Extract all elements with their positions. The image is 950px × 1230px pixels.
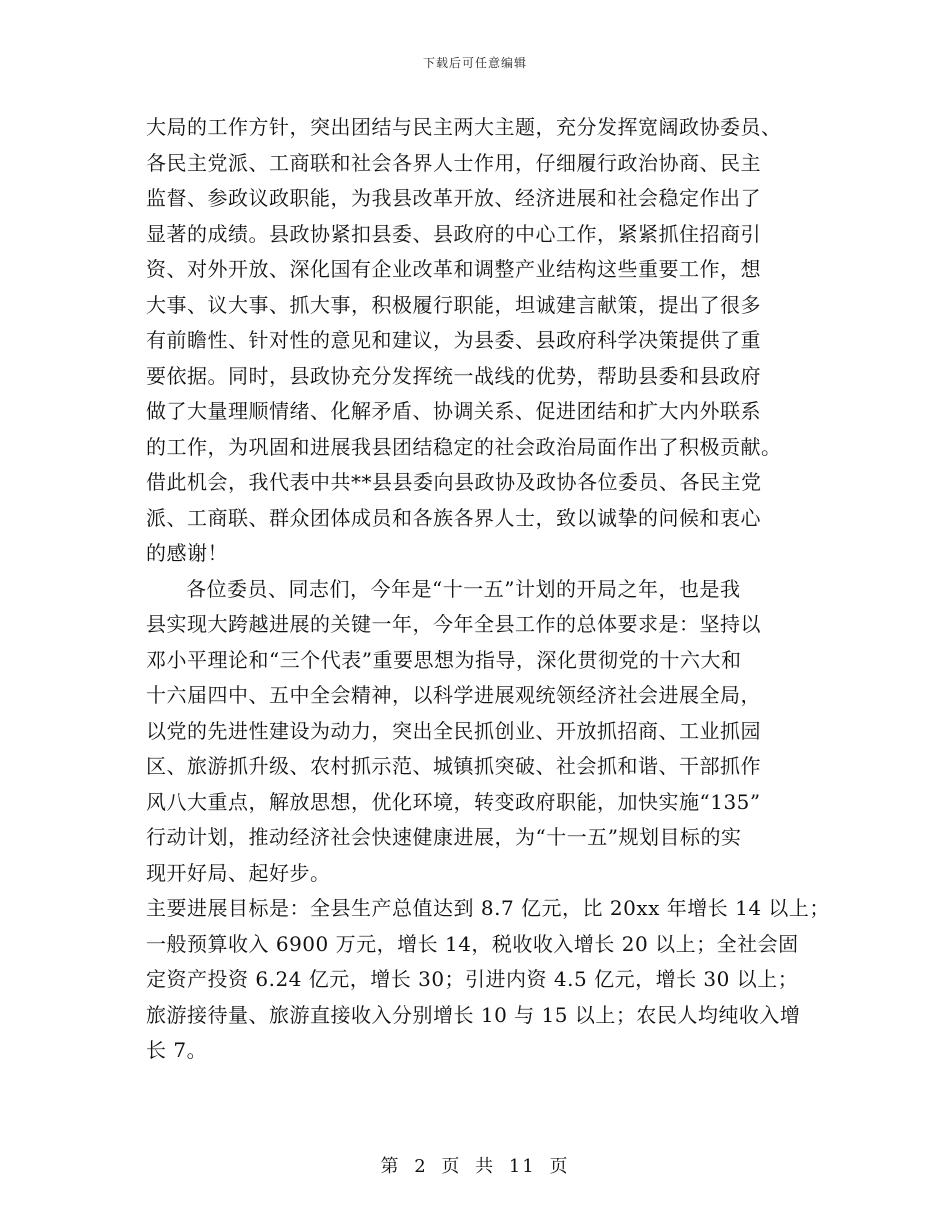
text-line: 现开好局、起好步。 [146,860,331,885]
text-line: 定资产投资 6.24 亿元，增长 30；引进内资 4.5 亿元，增长 30 以上； [146,967,799,991]
text-line: 借此机会，我代表中共**县县委向县政协及政协各位委员、各民主党 [146,470,762,494]
text-line: 邓小平理论和“三个代表”重要思想为指导，深化贯彻党的十六大和 [146,647,742,672]
text-line: 区、旅游抓升级、农村抓示范、城镇抓突破、社会抓和谐、干部抓作 [146,754,761,778]
paragraph-2 [146,572,806,892]
text-line: 派、工商联、群众团体成员和各族各界人士，致以诚挚的问候和衷心 [146,505,761,530]
text-line: 县实现大跨越进展的关键一年，今年全县工作的总体要求是：坚持以 [146,612,761,636]
paragraph-1 [146,110,806,572]
text-line: 行动计划，推动经济社会快速健康进展，为“十一五”规划目标的实 [146,825,742,849]
header-note: 下载后可任意编辑 [422,56,527,70]
text-line: 显著的成绩。县政协紧扣县委、县政府的中心工作，紧紧抓住招商引 [146,221,761,246]
text-line: 风八大重点，解放思想，优化环境，转变政府职能，加快实施“135” [146,789,761,814]
text-line: 各民主党派、工商联和社会各界人士作用，仔细履行政治协商、民主 [146,150,761,175]
text-line: 主要进展目标是：全县生产总值达到 8.7 亿元，比 20xx 年增长 14 以上； [146,896,830,920]
text-line: 资、对外开放、深化国有企业改革和调整产业结构这些重要工作，想 [146,257,761,281]
text-line: 十六届四中、五中全会精神，以科学进展观统领经济社会进展全局， [146,683,761,707]
text-line: 要依据。同时，县政协充分发挥统一战线的优势，帮助县委和县政府 [146,363,761,388]
text-line: 的感谢！ [146,541,228,565]
text-line: 大事、议大事、抓大事，积极履行职能，坦诚建言献策，提出了很多 [146,292,761,317]
document-body [146,110,830,1069]
text-line: 以党的先进性建设为动力，突出全民抓创业、开放抓招商、工业抓园 [146,718,761,743]
text-line: 一般预算收入 6900 万元，增长 14，税收收入增长 20 以上；全社会固 [146,931,799,956]
paragraph-3 [146,891,830,1069]
text-line: 的工作，为巩固和进展我县团结稳定的社会政治局面作出了积极贡献。 [146,434,782,459]
text-line: 大局的工作方针，突出团结与民主两大主题，充分发挥宽阔政协委员、 [146,115,782,139]
text-line: 监督、参政议政职能，为我县改革开放、经济进展和社会稳定作出了 [146,186,761,210]
text-line: 有前瞻性、针对性的意见和建议，为县委、县政府科学决策提供了重 [146,328,761,352]
text-line: 旅游接待量、旅游直接收入分别增长 10 与 15 以上；农民人均纯收入增 [146,1002,801,1027]
text-line: 做了大量理顺情绪、化解矛盾、协调关系、促进团结和扩大内外联系 [146,399,761,423]
page-number-footer: 第 2 页 共 11 页 [380,1156,570,1177]
text-line: 各位委员、同志们，今年是“十一五”计划的开局之年，也是我 [186,576,741,601]
text-line: 长 7。 [146,1038,208,1062]
